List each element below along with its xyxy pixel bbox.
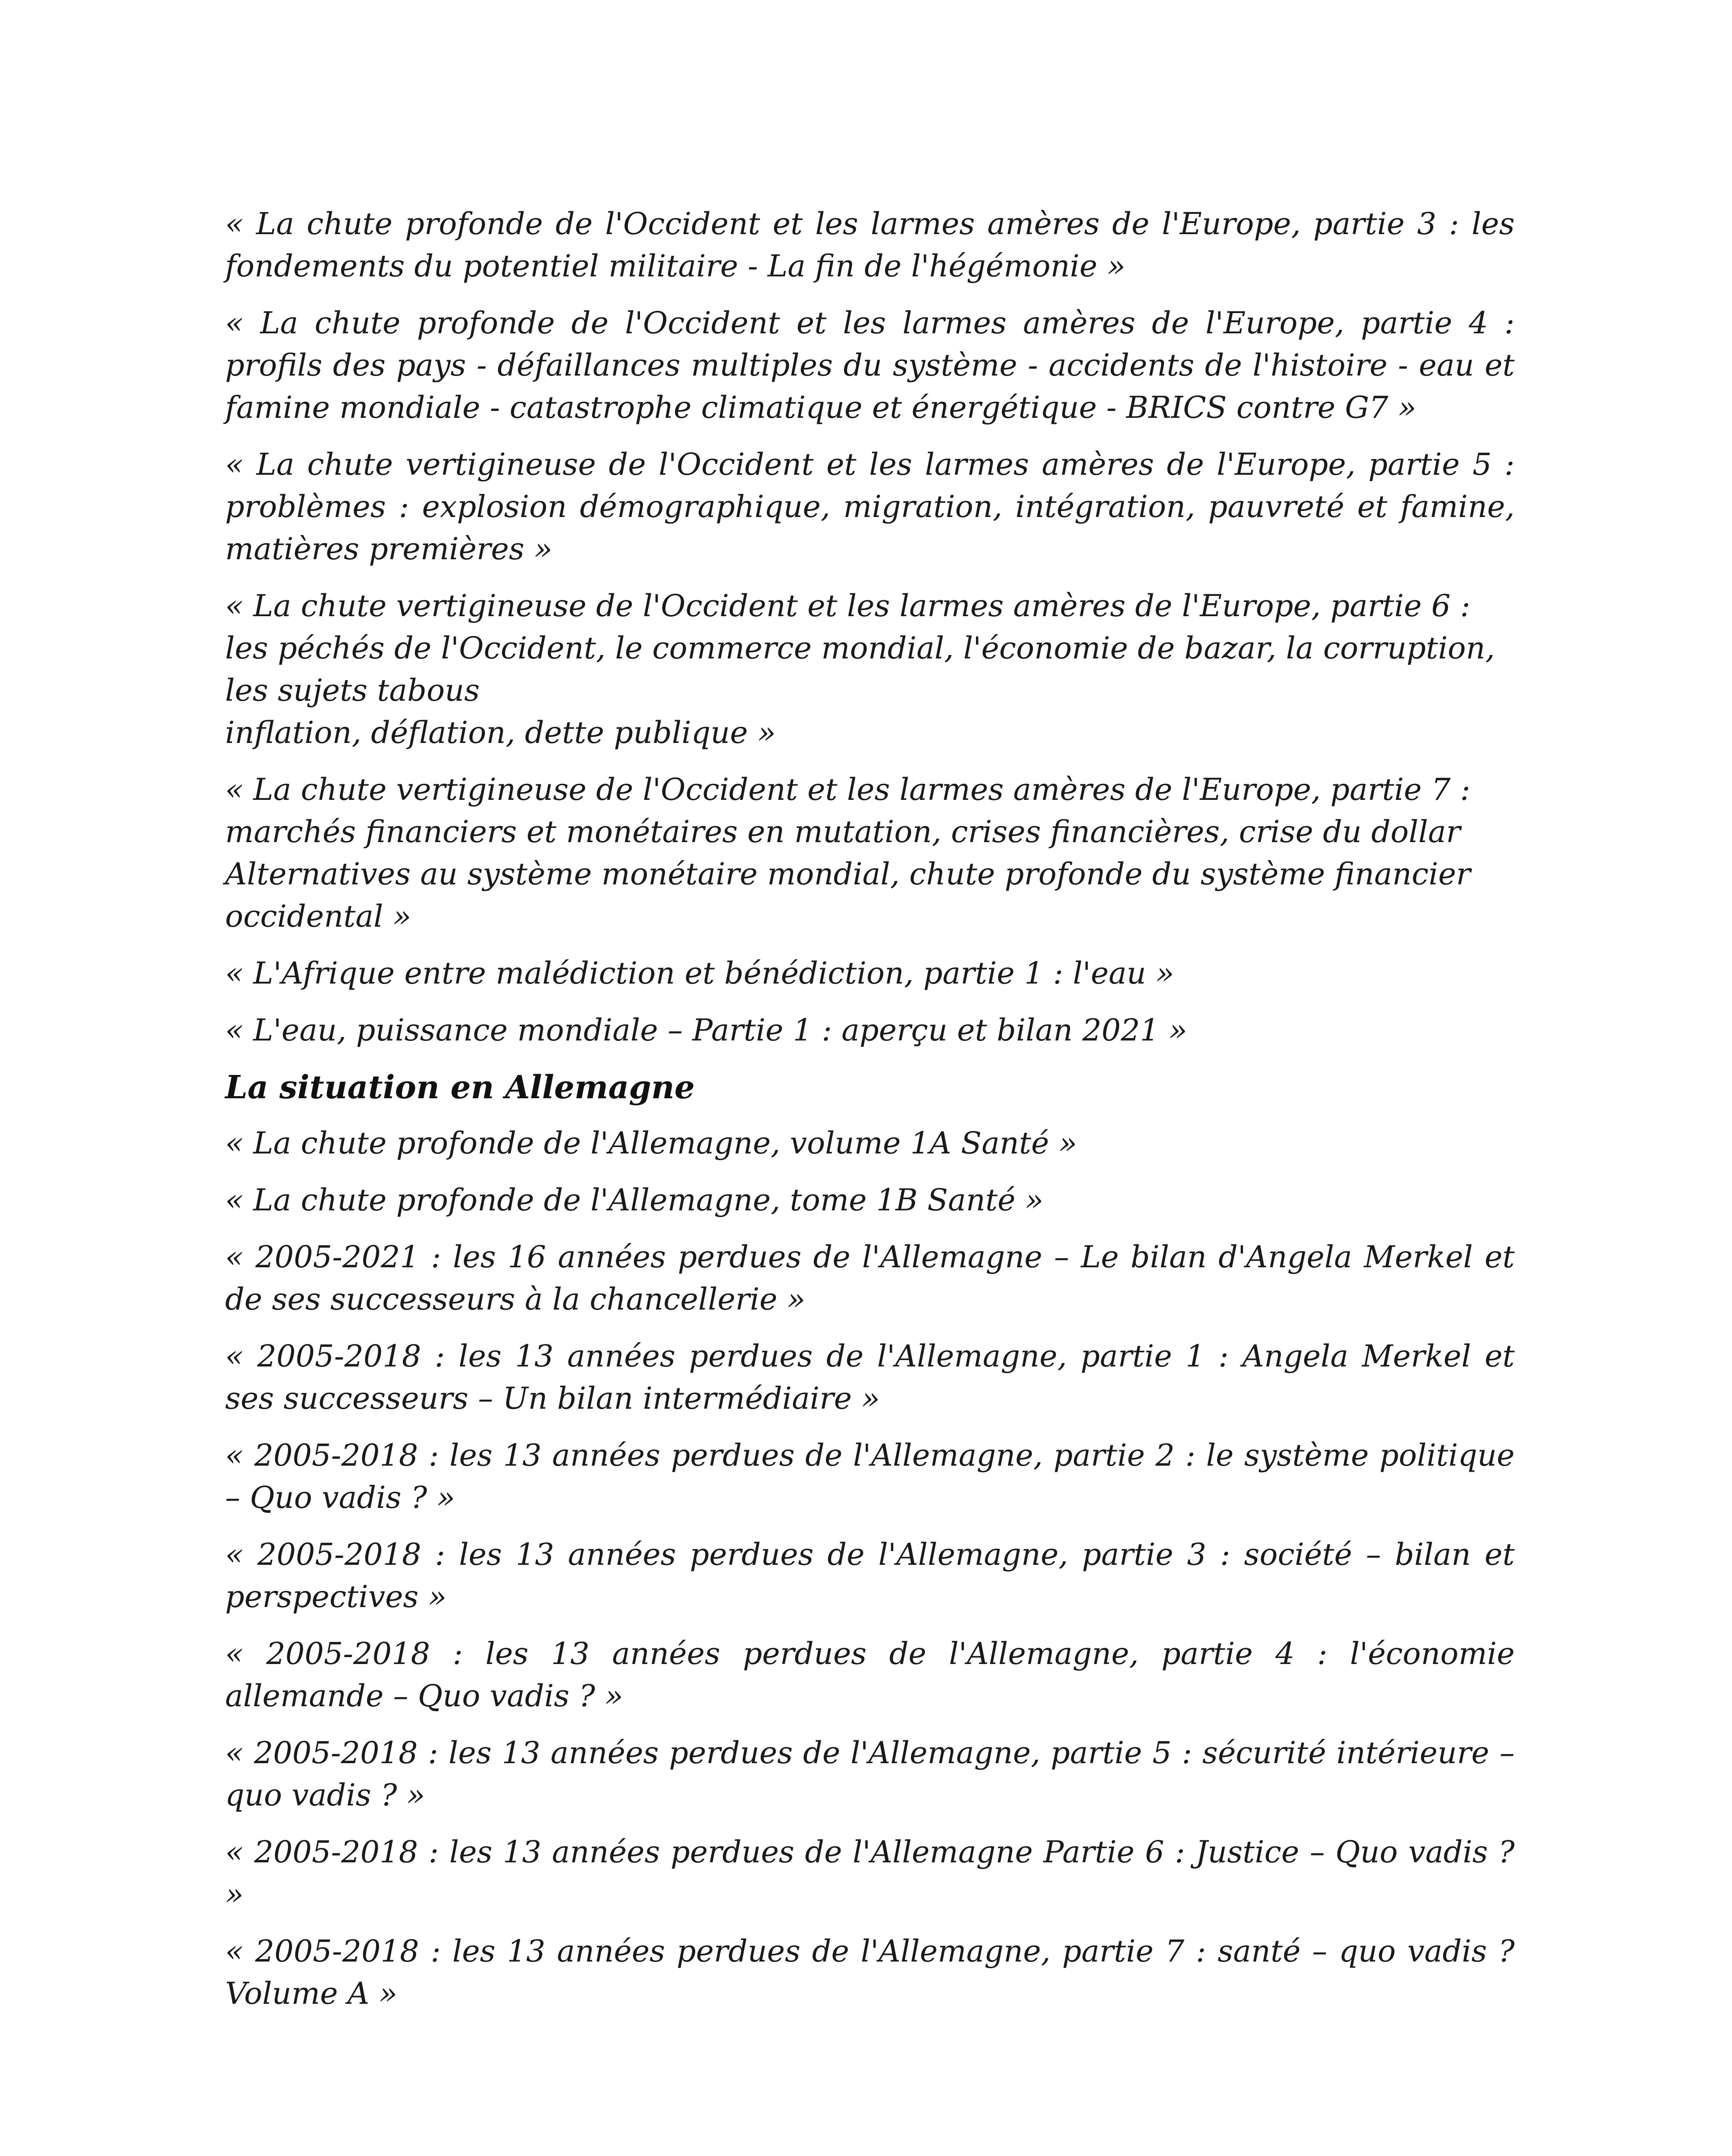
list-item: « 2005-2021 : les 16 années perdues de l'Allemagne – Le bilan d'Angela Merkel et de ses successeurs à la chancellerie » bbox=[225, 1239, 1515, 1317]
list-item: « La chute profonde de l'Allemagne, volume 1A Santé » bbox=[225, 1125, 1077, 1161]
section-heading: La situation en Allemagne bbox=[225, 1069, 695, 1106]
list-item: « L'Afrique entre malédiction et bénédiction, partie 1 : l'eau » bbox=[225, 956, 1174, 991]
list-item: « 2005-2018 : les 13 années perdues de l'Allemagne, partie 1 : Angela Merkel et ses successeurs – Un bilan intermédiaire » bbox=[225, 1338, 1515, 1416]
list-item: « 2005-2018 : les 13 années perdues de l'Allemagne, partie 5 : sécurité intérieure – quo vadis ? » bbox=[225, 1735, 1515, 1813]
list-item bbox=[225, 585, 1515, 754]
list-item-line: inflation, déflation, dette publique » bbox=[225, 715, 776, 750]
list-item: « La chute profonde de l'Occident et les larmes amères de l'Europe, partie 3 : les fondements du potentiel militaire - La fin de l'hégémonie » bbox=[225, 206, 1515, 284]
list-item: « 2005-2018 : les 13 années perdues de l'Allemagne, partie 4 : l'économie allemande – Quo vadis ? » bbox=[225, 1636, 1515, 1714]
list-item: « L'eau, puissance mondiale – Partie 1 : aperçu et bilan 2021 » bbox=[225, 1012, 1187, 1048]
list-item: « La chute profonde de l'Occident et les larmes amères de l'Europe, partie 4 : profils des pays - défaillances multiples du système - accidents de l'histoire - eau et famine mondiale - catastrophe climatique et énergétique - BRICS contre G7 » bbox=[225, 305, 1515, 425]
list-item: « La chute vertigineuse de l'Occident et les larmes amères de l'Europe, partie 7 : marchés financiers et monétaires en mutation, crises financières, crise du dollar Alternatives au système monétaire mondial, chute profonde du système financier occidental » bbox=[225, 772, 1471, 934]
list-item: « 2005-2018 : les 13 années perdues de l'Allemagne, partie 7 : santé – quo vadis ? Volume A » bbox=[225, 1934, 1515, 2011]
list-item: « La chute vertigineuse de l'Occident et les larmes amères de l'Europe, partie 5 : problèmes : explosion démographique, migration, intégration, pauvreté et famine, matières premières » bbox=[225, 447, 1515, 567]
bibliography-list bbox=[225, 203, 1515, 2029]
list-item: « 2005-2018 : les 13 années perdues de l'Allemagne, partie 3 : société – bilan et perspectives » bbox=[225, 1537, 1515, 1614]
list-item-line: « La chute vertigineuse de l'Occident et les larmes amères de l'Europe, partie 6 : les péchés de l'Occident, le commerce mondial, l'économie de bazar, la corruption, les sujets tabous bbox=[225, 588, 1495, 708]
list-item: « 2005-2018 : les 13 années perdues de l'Allemagne, partie 2 : le système politique – Quo vadis ? » bbox=[225, 1438, 1515, 1515]
list-item: « 2005-2018 : les 13 années perdues de l'Allemagne Partie 6 : Justice – Quo vadis ? » bbox=[225, 1834, 1515, 1912]
list-item: « La chute profonde de l'Allemagne, tome 1B Santé » bbox=[225, 1182, 1044, 1218]
